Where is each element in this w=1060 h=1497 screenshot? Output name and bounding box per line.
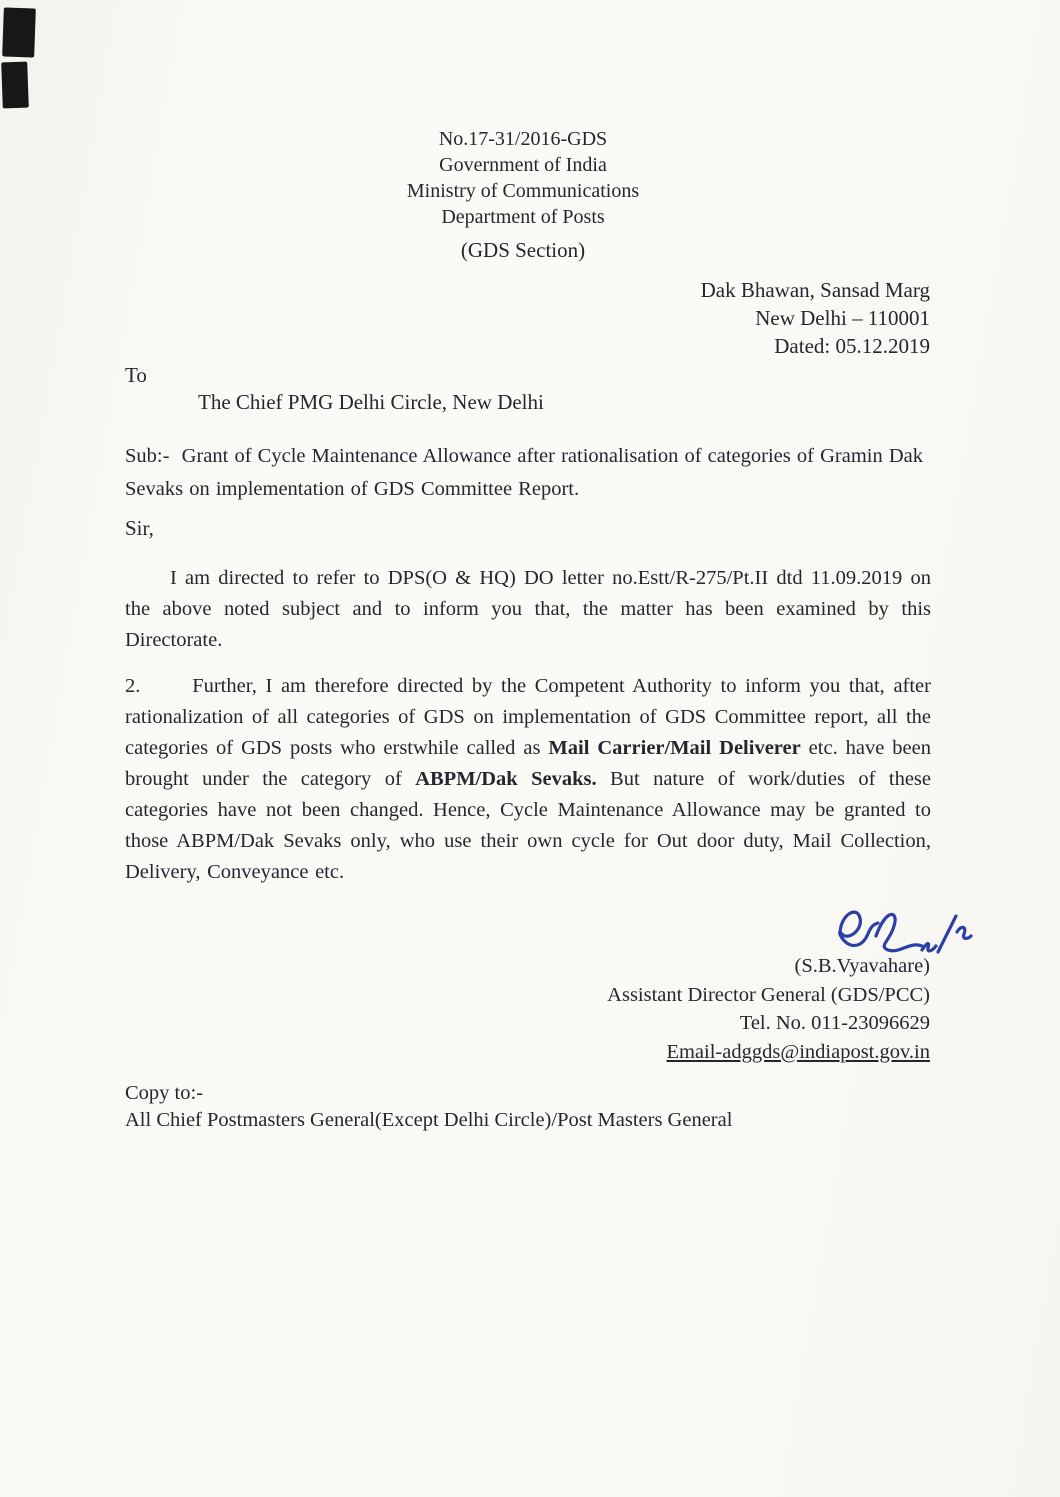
letterhead: [0, 126, 1046, 263]
signatory-email: Email-adggds@indiapost.gov.in: [666, 1040, 930, 1063]
recipient-block: [125, 362, 544, 416]
body-paragraph-1: I am directed to refer to DPS(O & HQ) DO letter no.Estt/R-275/Pt.II dtd 11.09.2019 on the above noted subject and to inform you that, the matter has been examined by this Directorate.: [125, 567, 931, 651]
sender-address-line2: New Delhi – 110001: [755, 306, 930, 330]
section-name: (GDS Section): [460, 238, 586, 262]
scan-artifact-bottom: [1, 62, 29, 109]
salutation: Sir,: [125, 516, 154, 540]
signatory-block: [607, 952, 930, 1066]
copy-to-recipients: All Chief Postmasters General(Except Delhi Circle)/Post Masters General: [125, 1109, 733, 1131]
org-name: Government of India: [439, 154, 607, 176]
body-paragraph-2: 2. Further, I am therefore directed by the Competent Authority to inform you that, after rationalization of all categories of GDS on implementation of GDS Committee report, all the categories of GDS posts who erstwhile called as Mail Carrier/Mail Deliverer etc. have been brought under the category of ABPM/Dak Sevaks. But nature of work/duties of these categories have not been changed. Hence, Cycle Maintenance Allowance may be granted to those ABPM/Dak Sevaks only, who use their own cycle for Out door duty, Mail Collection, Delivery, Conveyance etc.: [125, 675, 931, 883]
signatory-phone: Tel. No. 011-23096629: [739, 1012, 930, 1034]
recipient-name: The Chief PMG Delhi Circle, New Delhi: [198, 390, 544, 414]
letter-date: Dated: 05.12.2019: [774, 334, 930, 358]
sender-address-line1: Dak Bhawan, Sansad Marg: [700, 278, 930, 302]
signatory-designation: Assistant Director General (GDS/PCC): [607, 983, 930, 1006]
to-label: To: [125, 363, 147, 387]
copy-to-block: [125, 1080, 732, 1134]
signatory-name: (S.B.Vyavahare): [794, 955, 930, 977]
copy-to-label: Copy to:-: [125, 1082, 204, 1104]
scan-artifact-top: [2, 7, 36, 57]
letter-ref-number: No.17-31/2016-GDS: [438, 128, 608, 150]
department-name: Department of Posts: [441, 206, 605, 228]
sender-address-block: [701, 276, 930, 360]
ministry-name: Ministry of Communications: [406, 180, 640, 202]
subject-line: Sub:- Grant of Cycle Maintenance Allowance after rationalisation of categories of Gramin Dak Sevaks on implementation of GDS Committee Report.: [125, 445, 923, 500]
